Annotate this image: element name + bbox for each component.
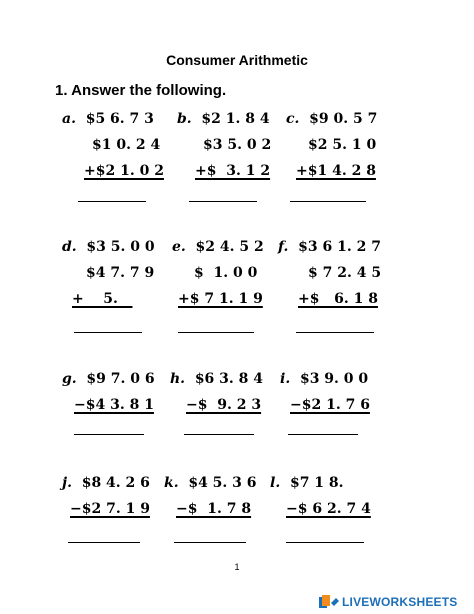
problem-letter: h. [170, 371, 186, 387]
first-amount: $3 5. 0 0 [86, 239, 155, 255]
answer-line [296, 332, 374, 333]
answer-line [290, 201, 366, 202]
first-amount: $2 1. 8 4 [201, 111, 270, 127]
page-number: 1 [234, 562, 240, 572]
problem-letter: b. [177, 111, 192, 127]
problem-c [286, 108, 396, 208]
answer-line [178, 332, 254, 333]
first-amount: $6 3. 8 4 [194, 371, 264, 387]
worksheet-title: Consumer Arithmetic [166, 52, 308, 68]
second-amount: $3 5. 0 2 [203, 137, 272, 153]
problem-letter: l. [270, 475, 281, 491]
first-amount: $4 5. 3 6 [188, 475, 257, 491]
second-amount: −$ 9. 2 3 [186, 397, 262, 413]
answer-line [74, 434, 144, 435]
first-amount: $9 0. 5 7 [309, 111, 378, 127]
answer-line [78, 201, 146, 202]
problem-i [280, 368, 390, 468]
problem-letter: j. [62, 475, 72, 491]
brand-footer[interactable] [318, 592, 474, 611]
problem-h [170, 368, 280, 468]
problem-letter: a. [62, 111, 76, 127]
second-amount: −$2 1. 7 6 [290, 397, 370, 413]
problem-a [62, 108, 172, 208]
answer-line [184, 434, 254, 435]
problem-l [270, 472, 380, 572]
liveworksheets-logo-icon [318, 594, 340, 610]
third-amount: +$1 4. 2 8 [296, 163, 376, 179]
first-amount: $7 1 8. [289, 475, 344, 491]
third-amount: + 5. [72, 291, 133, 307]
problem-j [62, 472, 172, 572]
first-amount: $5 6. 7 3 [85, 111, 154, 127]
problem-k [164, 472, 274, 572]
second-amount: −$ 1. 7 8 [176, 501, 252, 517]
answer-line [286, 542, 364, 543]
third-amount: +$2 1. 0 2 [84, 163, 164, 179]
first-amount: $3 6 1. 2 7 [298, 239, 381, 255]
second-amount: $2 5. 1 0 [308, 137, 377, 153]
problem-b [177, 108, 287, 208]
problem-letter: c. [286, 111, 300, 127]
problem-letter: k. [164, 475, 179, 491]
second-amount: $1 0. 2 4 [92, 137, 161, 153]
brand-name: LIVEWORKSHEETS [342, 594, 458, 609]
problem-letter: d. [62, 239, 77, 255]
problem-letter: g. [62, 371, 77, 387]
first-amount: $8 4. 2 6 [81, 475, 150, 491]
third-amount: +$ 7 1. 1 9 [178, 291, 263, 307]
second-amount: $4 7. 7 9 [86, 265, 155, 281]
third-amount: +$ 3. 1 2 [195, 163, 271, 179]
answer-line [68, 542, 140, 543]
third-amount: +$ 6. 1 8 [298, 291, 378, 307]
problem-letter: i. [280, 371, 291, 387]
second-amount: −$ 6 2. 7 4 [286, 501, 371, 517]
answer-line [288, 434, 358, 435]
second-amount: $ 1. 0 0 [194, 265, 258, 281]
instruction: 1. Answer the following. [55, 82, 227, 99]
problem-d [62, 236, 172, 336]
problem-letter: e. [172, 239, 186, 255]
answer-line [74, 332, 142, 333]
problem-letter: f. [278, 239, 289, 255]
answer-line [189, 201, 257, 202]
second-amount: −$2 7. 1 9 [70, 501, 150, 517]
first-amount: $3 9. 0 0 [299, 371, 369, 387]
first-amount: $2 4. 5 2 [195, 239, 264, 255]
problem-g [62, 368, 172, 468]
answer-line [174, 542, 246, 543]
problem-e [172, 236, 282, 336]
second-amount: $ 7 2. 4 5 [308, 265, 382, 281]
first-amount: $9 7. 0 6 [86, 371, 155, 387]
problem-f [278, 236, 388, 336]
second-amount: −$4 3. 8 1 [74, 397, 154, 413]
